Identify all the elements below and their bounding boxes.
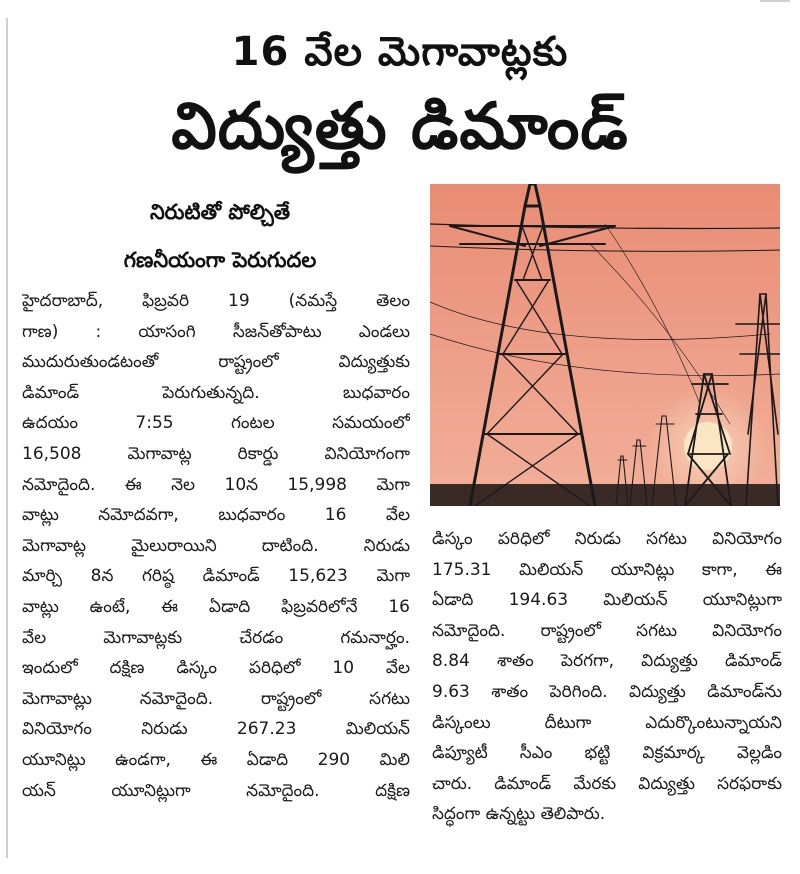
article-line: గాణ) : యాసంగి సీజన్‌తోపాటు ఎండలు	[22, 321, 410, 342]
article-line: ఉదయం 7:55 గంటల సమయంలో	[22, 413, 410, 434]
headline-line-2: విద్యుత్తు డిమాండ్	[171, 90, 629, 164]
article-right-column	[432, 524, 782, 830]
article-line: డిస్కం పరిధిలో నిరుడు సగటు వినియోగం	[432, 529, 782, 549]
top-divider	[760, 0, 790, 2]
article-line: వినియోగం నిరుడు 267.23 మిలియన్	[22, 719, 410, 740]
article-line: డిప్యూటీ సీఎం భట్టి విక్రమార్క వెల్లడిం	[432, 743, 782, 764]
article-line: 9.63 శాతం పెరిగింది. విద్యుత్తు డిమాండ్‌ను	[432, 681, 782, 702]
article-line: హైదరాబాద్, ఫిబ్రవరి 19 (నమస్తే తెలం	[22, 291, 410, 311]
article-line: 8.84 శాతం పెరగగా, విద్యుత్తు డిమాండ్	[432, 651, 782, 672]
article-line: యూనిట్లు ఉండగా, ఈ ఏడాది 290 మిలి	[22, 749, 410, 770]
article-line: ఏడాది 194.63 మిలియన్ యూనిట్లుగా	[432, 590, 782, 611]
article-line: ముదురుతుండటంతో రాష్ట్రంలో విద్యుత్తుకు	[22, 352, 410, 373]
article-line: మెగావాట్లు నమోదైంది. రాష్ట్రంలో సగటు	[22, 688, 410, 709]
headline-line-1: 16 వేల మెగావాట్లకు	[231, 29, 569, 75]
article-line: మెగావాట్ల మైలురాయిని దాటింది. నిరుడు	[22, 535, 410, 556]
power-transmission-towers-sunset-icon	[430, 184, 780, 506]
article-line: సిద్ధంగా ఉన్నట్టు తెలిపారు.	[432, 804, 606, 825]
article-line: వాట్లు ఉంటే, ఈ ఏడాది ఫిబ్రవరిలోనే 16	[22, 596, 410, 617]
article-line: 16,508 మెగావాట్ల రికార్డు వినియోగంగా	[22, 443, 410, 464]
article-line: డిస్కంలు దీటుగా ఎదుర్కొంటున్నాయని	[432, 712, 782, 733]
article-left-column	[22, 286, 410, 806]
power-towers-photo	[430, 184, 780, 506]
subheadline-line-2: గణనీయంగా పెరుగుదల	[123, 248, 317, 272]
article-line: మార్చి 8న గరిష్ఠ డిమాండ్ 15,623 మెగా	[22, 566, 410, 587]
article-line: యన్ యూనిట్లుగా నమోదైంది. దక్షిణ	[22, 780, 410, 801]
subheadline-line-1: నిరుటితో పోల్చితే	[149, 200, 291, 224]
article-line: చారు. డిమాండ్ మేరకు విద్యుత్తు సరఫరాకు	[432, 773, 782, 794]
article-line: నమోదైంది. రాష్ట్రంలో సగటు వినియోగం	[432, 620, 782, 641]
article-line: డిమాండ్ పెరుగుతున్నది. బుధవారం	[22, 382, 410, 403]
article-line: వేల మెగావాట్లకు చేరడం గమనార్హం.	[22, 627, 410, 648]
article-line: ఇందులో దక్షిణ డిస్కం పరిధిలో 10 వేల	[22, 658, 410, 679]
article-line: 175.31 మిలియన్ యూనిట్లు కాగా, ఈ	[432, 559, 782, 580]
article-line: నమోదైంది. ఈ నెల 10న 15,998 మెగా	[22, 474, 410, 495]
article-line: వాట్లు నమోదవగా, బుధవారం 16 వేల	[22, 505, 410, 526]
